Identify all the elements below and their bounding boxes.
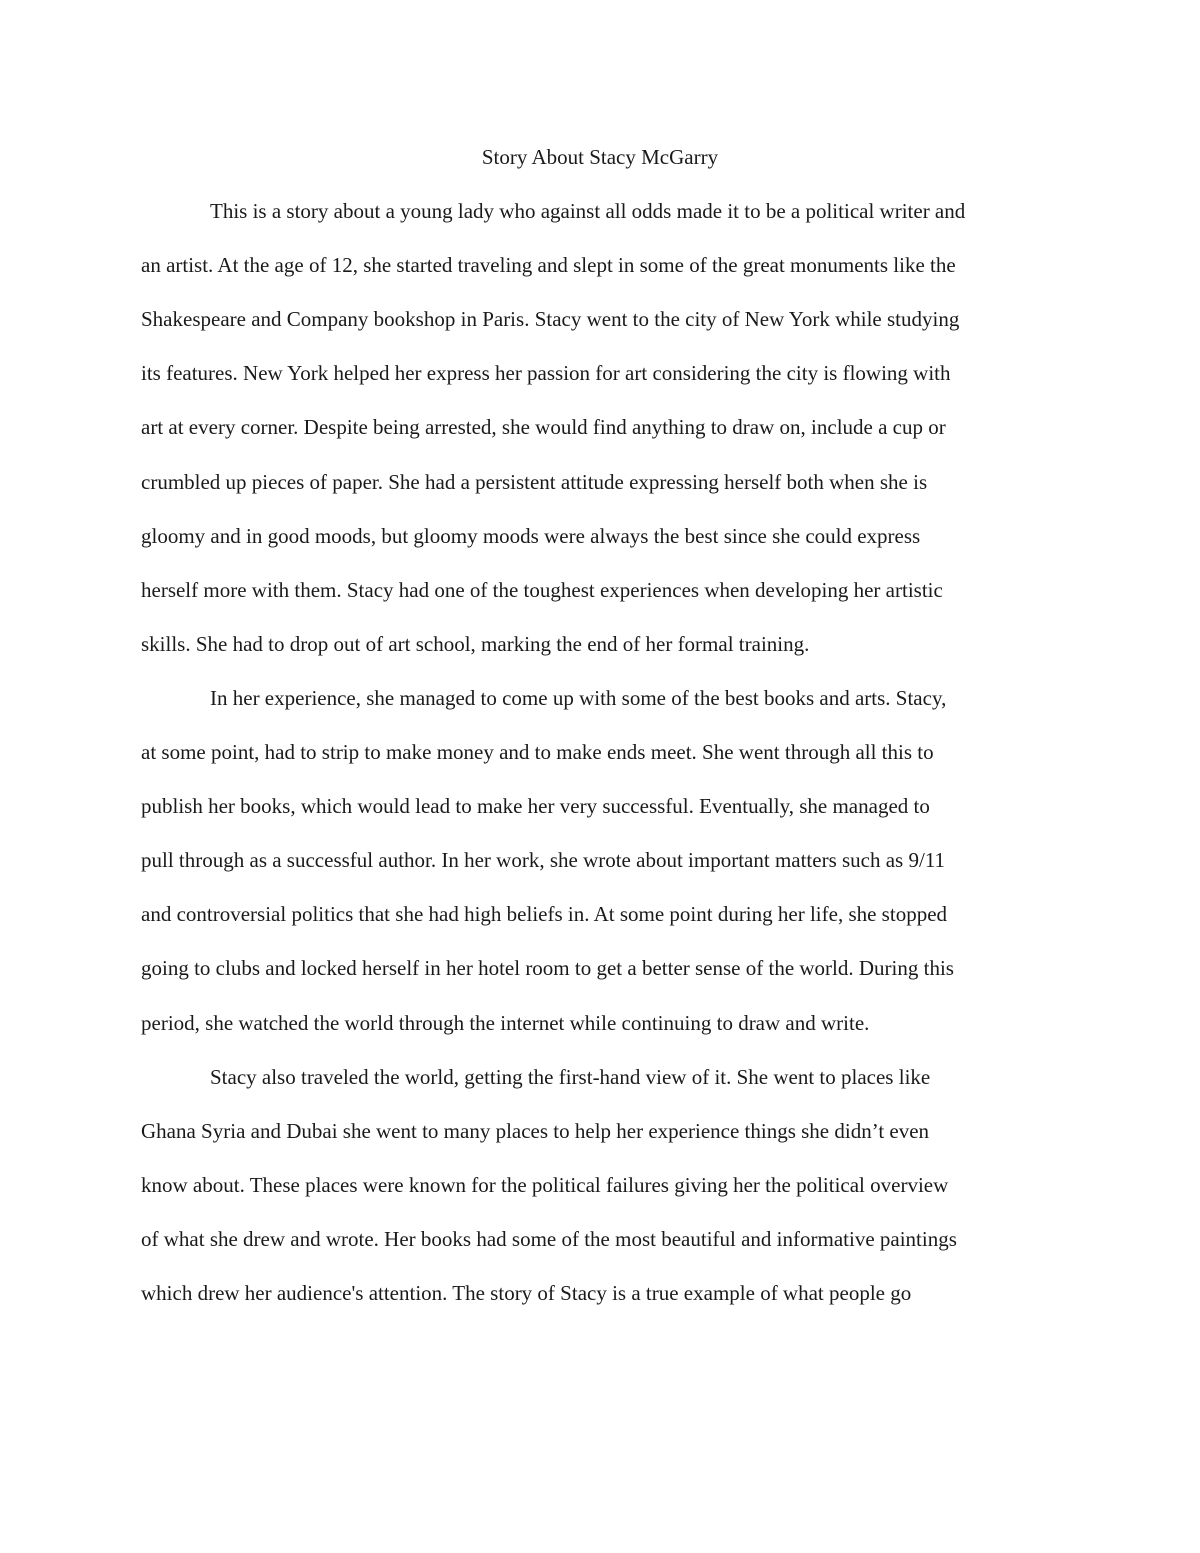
document-title: Story About Stacy McGarry: [481, 145, 719, 169]
body-line: crumbled up pieces of paper. She had a persistent attitude expressing herself both when she is: [141, 470, 928, 494]
body-line: publish her books, which would lead to make her very successful. Eventually, she managed to: [141, 794, 930, 818]
body-line: art at every corner. Despite being arrested, she would find anything to draw on, include a cup or: [141, 415, 946, 439]
body-line: at some point, had to strip to make money and to make ends meet. She went through all this to: [141, 740, 934, 764]
body-line: its features. New York helped her express her passion for art considering the city is flowing with: [141, 361, 951, 385]
body-line: skills. She had to drop out of art school, marking the end of her formal training.: [141, 632, 810, 656]
body-line: gloomy and in good moods, but gloomy moods were always the best since she could express: [141, 524, 921, 548]
body-line: know about. These places were known for the political failures giving her the political overview: [141, 1173, 949, 1197]
body-line: period, she watched the world through the internet while continuing to draw and write.: [141, 1011, 870, 1035]
paragraph-first-line: This is a story about a young lady who against all odds made it to be a political writer and: [210, 199, 966, 223]
body-line: going to clubs and locked herself in her hotel room to get a better sense of the world. During this: [141, 956, 954, 980]
paragraph-first-line: In her experience, she managed to come up with some of the best books and arts. Stacy,: [210, 686, 947, 710]
paragraph-first-line: Stacy also traveled the world, getting the first-hand view of it. She went to places like: [210, 1065, 931, 1089]
body-line: Ghana Syria and Dubai she went to many places to help her experience things she didn’t even: [141, 1119, 930, 1143]
body-line: pull through as a successful author. In her work, she wrote about important matters such as 9/11: [141, 848, 946, 872]
body-line: Shakespeare and Company bookshop in Paris. Stacy went to the city of New York while studying: [141, 307, 960, 331]
body-line: and controversial politics that she had high beliefs in. At some point during her life, she stopped: [141, 902, 948, 926]
body-line: an artist. At the age of 12, she started traveling and slept in some of the great monuments like the: [141, 253, 956, 277]
body-line: which drew her audience's attention. The story of Stacy is a true example of what people go: [141, 1281, 912, 1305]
body-line: herself more with them. Stacy had one of the toughest experiences when developing her artistic: [141, 578, 943, 602]
body-line: of what she drew and wrote. Her books had some of the most beautiful and informative paintings: [141, 1227, 957, 1251]
